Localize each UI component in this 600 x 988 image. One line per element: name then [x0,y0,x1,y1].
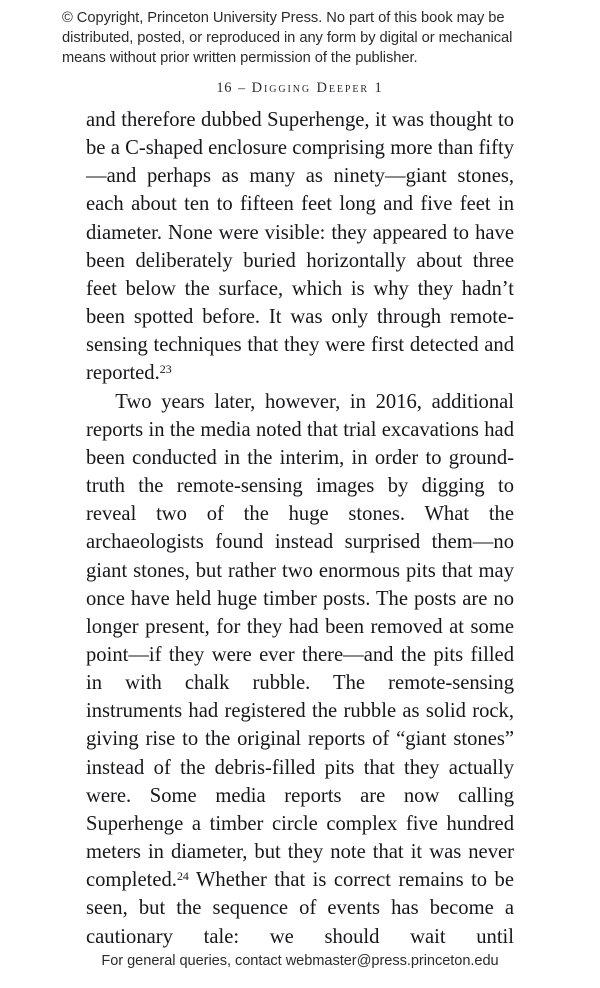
footnote-marker-23: 23 [159,362,172,377]
footnote-marker-24: 24 [176,869,189,884]
paragraph-2-text-part1: Two years later, however, in 2016, additional reports in the media noted that trial excavations had been conducted in the interim, in order to ground-truth the remote-sensing images by digging to reveal two of the huge stones. What the archaeologists found instead surprised them—no giant stones, but rather two enormous pits that may once have held huge timber posts. The posts are no longer present, for they had been removed at some point—if they were ever there—and the pits filled in with chalk rubble. The remote-sensing instruments had registered the rubble as solid rock, giving rise to the original reports of “giant stones” instead of the debris-filled pits that they actually were. Some media reports are now calling Superhenge a timber circle complex five hundred meters in diameter, but they note that it was never completed. [86,390,514,892]
chapter-title: Digging Deeper 1 [251,80,384,96]
paragraph-1 [86,106,514,388]
running-head-separator: – [238,81,246,96]
copyright-line-1: © Copyright, Princeton University Press. No part of this book may be [62,10,505,26]
footer-text: For general queries, contact webmaster@press.princeton.edu [101,953,499,969]
page-number: 16 [216,80,233,96]
page-footer [0,953,600,969]
running-head [0,80,600,97]
body-text [86,106,514,951]
paragraph-1-text: and therefore dubbed Superhenge, it was thought to be a C-shaped enclosure comprising more than fifty—and perhaps as many as ninety—giant stones, each about ten to fifteen feet long and five feet in diameter. None were visible: they appeared to have been deliberately buried horizontally about three feet below the surface, which is why they hadn’t been spotted before. It was only through remote-sensing techniques that they were first detected and reported. [86,109,514,385]
copyright-line-3: means without prior written permission of the publisher. [62,50,418,67]
copyright-notice [62,8,544,69]
paragraph-2 [86,388,514,951]
copyright-line-2: distributed, posted, or reproduced in any form by digital or mechanical [62,30,513,47]
paragraph-2-text-part2: Whether that is correct remains to be seen, but the sequence of events has become a cautionary tale: we should wait until [86,869,514,948]
